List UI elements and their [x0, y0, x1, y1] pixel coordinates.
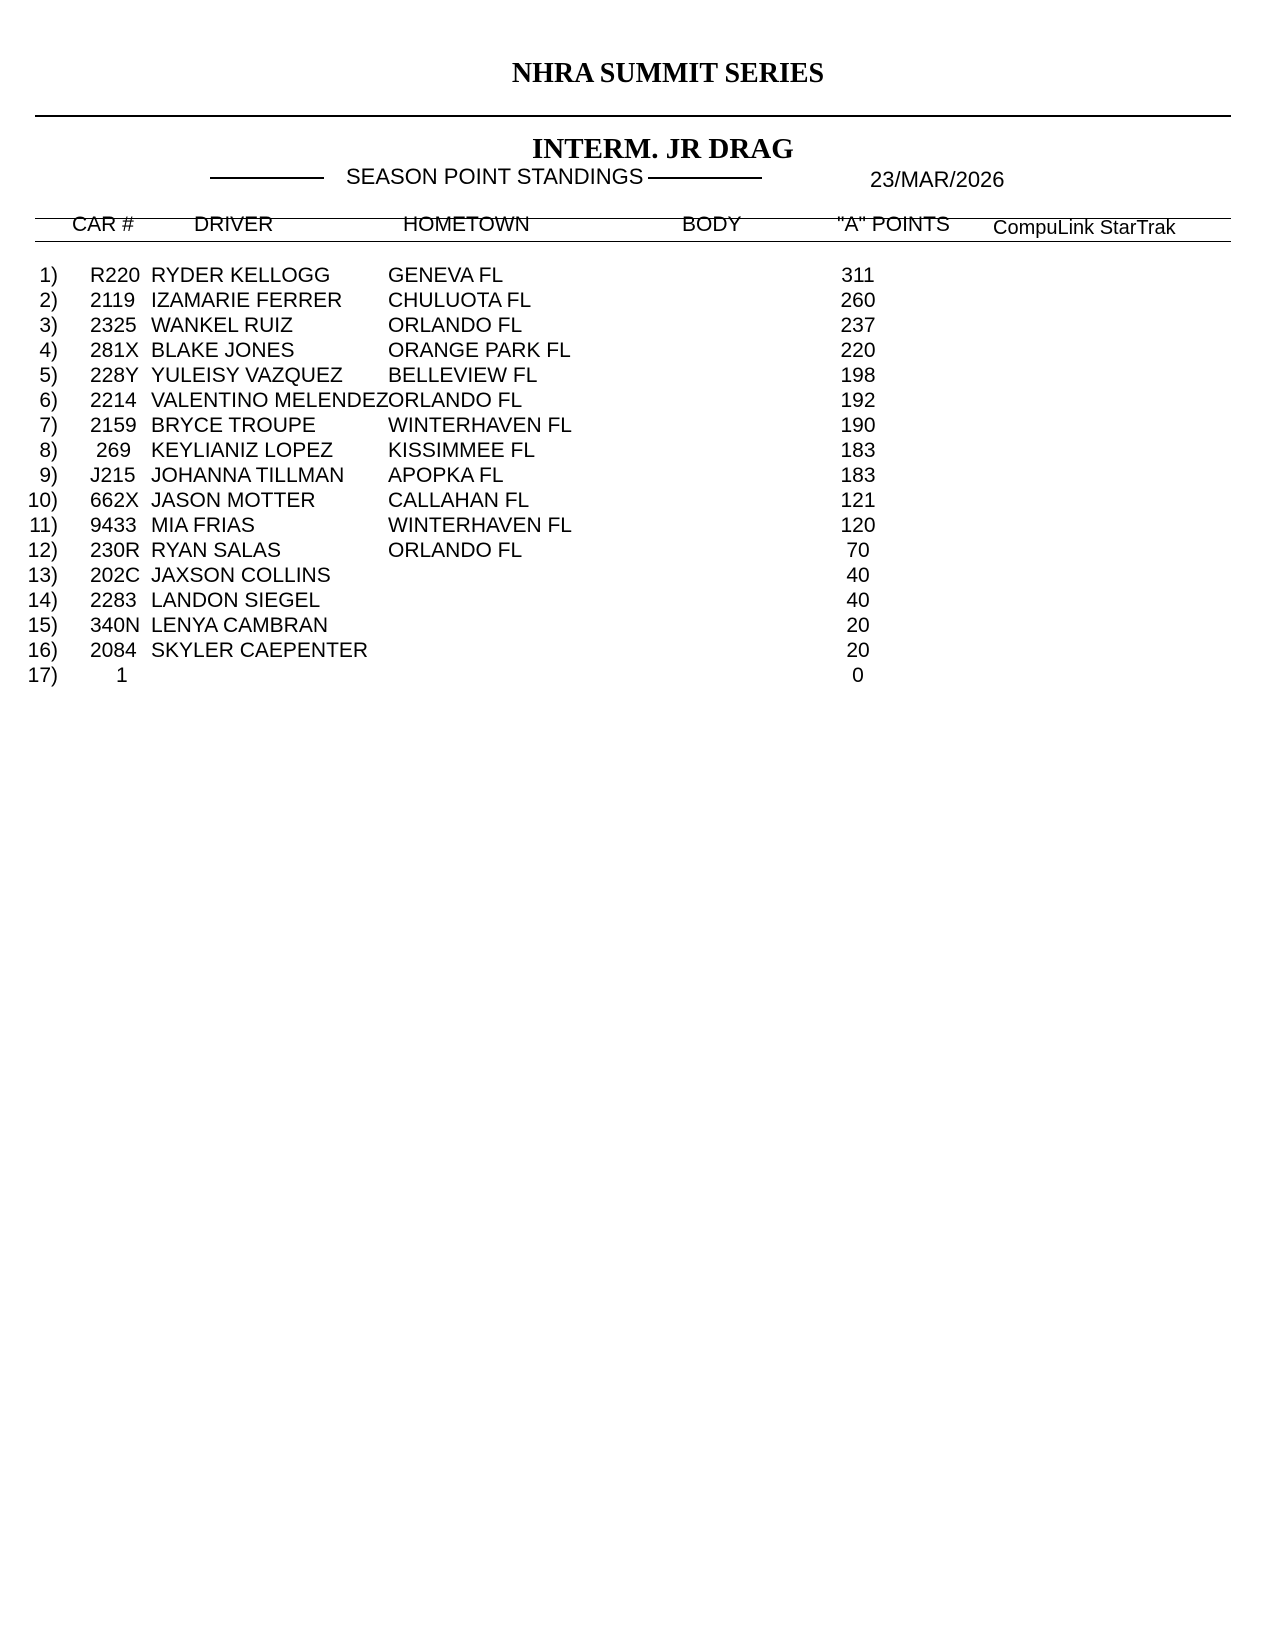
col-header-points: "A" POINTS	[837, 213, 950, 236]
row-hometown: GENEVA FL	[388, 264, 504, 287]
row-car: 228Y	[90, 364, 140, 387]
row-points: 190	[840, 414, 876, 437]
row-driver: WANKEL RUIZ	[151, 314, 293, 337]
row-hometown: CALLAHAN FL	[388, 489, 530, 512]
top-divider	[35, 115, 1231, 117]
row-rank: 5)	[39, 364, 58, 387]
row-points: 120	[840, 514, 876, 537]
row-hometown: WINTERHAVEN FL	[388, 414, 572, 437]
row-car: 662X	[90, 489, 140, 512]
row-car: 269	[96, 439, 132, 462]
row-rank: 6)	[39, 389, 58, 412]
col-header-body: BODY	[682, 213, 742, 236]
row-points: 20	[846, 614, 870, 637]
row-rank: 14)	[27, 589, 58, 612]
col-header-car: CAR #	[72, 213, 134, 236]
row-rank: 12)	[27, 539, 58, 562]
row-hometown: APOPKA FL	[388, 464, 504, 487]
row-car: 2159	[90, 414, 137, 437]
row-hometown: KISSIMMEE FL	[388, 439, 536, 462]
header-rule-bottom	[35, 241, 1231, 242]
row-car: 2214	[90, 389, 137, 412]
row-rank: 9)	[39, 464, 58, 487]
row-car: 230R	[90, 539, 141, 562]
row-driver: RYDER KELLOGG	[151, 264, 331, 287]
row-points: 0	[852, 664, 864, 687]
row-rank: 7)	[39, 414, 58, 437]
row-car: 281X	[90, 339, 140, 362]
row-driver: JOHANNA TILLMAN	[151, 464, 345, 487]
row-driver: MIA FRIAS	[151, 514, 255, 537]
row-driver: LANDON SIEGEL	[151, 589, 321, 612]
row-driver: JAXSON COLLINS	[151, 564, 331, 587]
row-rank: 4)	[39, 339, 58, 362]
report-date: 23/MAR/2026	[870, 167, 1005, 192]
row-car: 2084	[90, 639, 137, 662]
row-car: J215	[90, 464, 136, 487]
row-rank: 16)	[27, 639, 58, 662]
row-rank: 8)	[39, 439, 58, 462]
row-car: 2325	[90, 314, 137, 337]
subtitle-dash-left	[210, 177, 324, 179]
row-car: 2119	[90, 289, 136, 312]
row-driver: JASON MOTTER	[151, 489, 316, 512]
row-rank: 1)	[39, 264, 58, 287]
row-rank: 10)	[27, 489, 58, 512]
row-rank: 17)	[27, 664, 58, 687]
row-driver: LENYA CAMBRAN	[151, 614, 328, 637]
row-points: 237	[840, 314, 876, 337]
row-hometown: ORLANDO FL	[388, 314, 523, 337]
row-car: 9433	[90, 514, 137, 537]
row-rank: 2)	[39, 289, 58, 312]
row-points: 192	[840, 389, 876, 412]
row-car: R220	[90, 264, 141, 287]
row-points: 40	[846, 564, 870, 587]
row-points: 198	[840, 364, 876, 387]
row-points: 40	[846, 589, 870, 612]
row-driver: VALENTINO MELENDEZ	[151, 389, 389, 412]
series-title: NHRA SUMMIT SERIES	[511, 58, 825, 89]
row-hometown: WINTERHAVEN FL	[388, 514, 572, 537]
subtitle-dash-right	[648, 177, 762, 179]
row-rank: 3)	[39, 314, 58, 337]
row-driver: SKYLER CAEPENTER	[151, 639, 369, 662]
col-header-brand: CompuLink StarTrak	[993, 217, 1176, 239]
row-points: 20	[846, 639, 870, 662]
row-rank: 11)	[29, 514, 58, 537]
row-points: 311	[841, 264, 875, 287]
row-points: 183	[840, 439, 876, 462]
row-hometown: ORANGE PARK FL	[388, 339, 571, 362]
row-car: 2283	[90, 589, 137, 612]
row-car: 1	[116, 664, 128, 687]
row-points: 183	[840, 464, 876, 487]
row-car: 340N	[90, 614, 141, 637]
row-hometown: BELLEVIEW FL	[388, 364, 538, 387]
row-hometown: CHULUOTA FL	[388, 289, 532, 312]
col-header-hometown: HOMETOWN	[403, 213, 530, 236]
row-hometown: ORLANDO FL	[388, 539, 523, 562]
row-rank: 15)	[27, 614, 58, 637]
row-rank: 13)	[27, 564, 58, 587]
row-driver: BLAKE JONES	[151, 339, 295, 362]
class-title: INTERM. JR DRAG	[532, 133, 794, 165]
row-driver: BRYCE TROUPE	[151, 414, 316, 437]
row-hometown: ORLANDO FL	[388, 389, 523, 412]
row-driver: RYAN SALAS	[151, 539, 281, 562]
row-driver: IZAMARIE FERRER	[151, 289, 343, 312]
row-driver: YULEISY VAZQUEZ	[151, 364, 343, 387]
col-header-driver: DRIVER	[194, 213, 274, 236]
row-car: 202C	[90, 564, 141, 587]
row-points: 121	[840, 489, 876, 512]
row-points: 220	[840, 339, 876, 362]
row-driver: KEYLIANIZ LOPEZ	[151, 439, 334, 462]
row-points: 260	[840, 289, 876, 312]
row-points: 70	[846, 539, 870, 562]
subtitle: SEASON POINT STANDINGS	[346, 164, 644, 189]
